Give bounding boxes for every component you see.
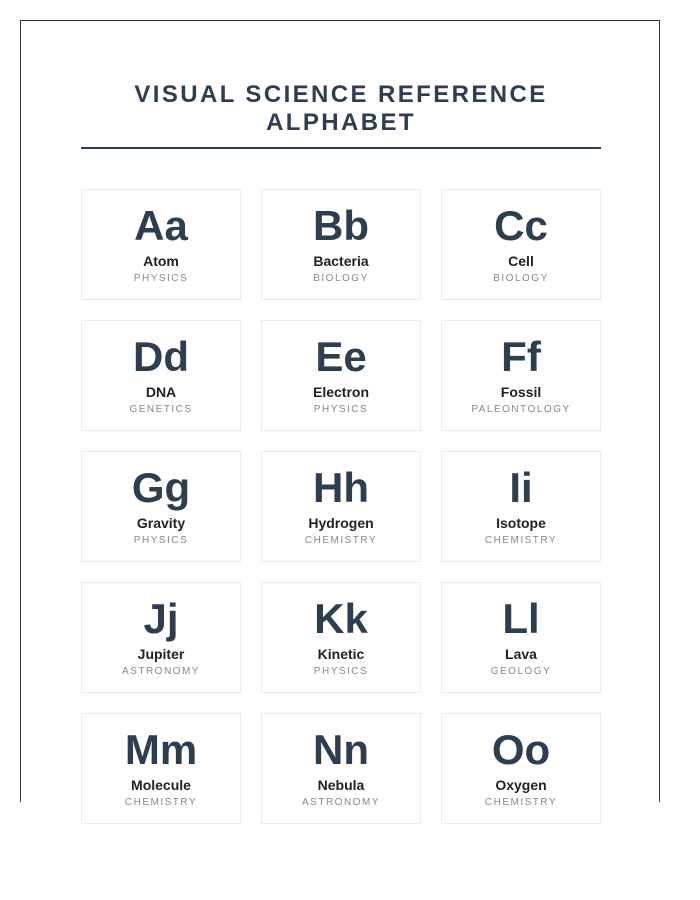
- card-word: Nebula: [317, 777, 365, 793]
- card-category: ASTRONOMY: [122, 666, 200, 677]
- card-category: CHEMISTRY: [484, 535, 558, 546]
- card-letter: Ff: [501, 333, 541, 380]
- card-category: ASTRONOMY: [302, 797, 380, 808]
- card-letter: Ll: [502, 595, 540, 642]
- card-letter: Bb: [313, 202, 369, 249]
- alphabet-card-h: [261, 451, 421, 562]
- card-word: Atom: [143, 253, 179, 269]
- alphabet-card-i: [441, 451, 601, 562]
- card-letter: Cc: [494, 202, 548, 249]
- card-category: GENETICS: [129, 404, 193, 415]
- card-word: Oxygen: [495, 777, 547, 793]
- card-word: Isotope: [496, 515, 546, 531]
- card-letter: Jj: [143, 595, 179, 642]
- card-category: PHYSICS: [133, 535, 189, 546]
- card-letter: Ee: [315, 333, 367, 380]
- alphabet-card-b: [261, 189, 421, 300]
- card-category: CHEMISTRY: [304, 535, 378, 546]
- alphabet-card-o: [441, 713, 601, 824]
- card-word: Jupiter: [137, 646, 185, 662]
- card-word: Lava: [505, 646, 537, 662]
- alphabet-card-m: [81, 713, 241, 824]
- card-category: BIOLOGY: [313, 273, 369, 284]
- card-word: Fossil: [500, 384, 542, 400]
- card-word: Electron: [312, 384, 369, 400]
- page-title: VISUAL SCIENCE REFERENCE ALPHABET: [134, 81, 548, 136]
- card-category: PALEONTOLOGY: [471, 404, 571, 415]
- title-divider: [81, 147, 601, 149]
- reference-page: [20, 20, 660, 808]
- card-letter: Dd: [133, 333, 189, 380]
- card-letter: Aa: [134, 202, 188, 249]
- alphabet-card-j: [81, 582, 241, 693]
- card-word: DNA: [145, 384, 177, 400]
- card-word: Kinetic: [317, 646, 365, 662]
- alphabet-grid: [81, 189, 601, 824]
- alphabet-card-f: [441, 320, 601, 431]
- card-letter: Gg: [131, 464, 191, 511]
- card-category: PHYSICS: [313, 666, 369, 677]
- alphabet-card-e: [261, 320, 421, 431]
- card-letter: Oo: [491, 726, 551, 773]
- card-category: PHYSICS: [313, 404, 369, 415]
- card-letter: Ii: [509, 464, 533, 511]
- alphabet-card-l: [441, 582, 601, 693]
- card-word: Hydrogen: [308, 515, 374, 531]
- card-category: CHEMISTRY: [484, 797, 558, 808]
- alphabet-card-a: [81, 189, 241, 300]
- card-word: Molecule: [131, 777, 191, 793]
- card-category: PHYSICS: [133, 273, 189, 284]
- alphabet-card-c: [441, 189, 601, 300]
- card-category: BIOLOGY: [493, 273, 549, 284]
- card-word: Bacteria: [313, 253, 369, 269]
- card-letter: Mm: [124, 726, 198, 773]
- alphabet-card-n: [261, 713, 421, 824]
- card-letter: Nn: [313, 726, 369, 773]
- alphabet-card-d: [81, 320, 241, 431]
- card-letter: Kk: [314, 595, 368, 642]
- card-word: Cell: [508, 253, 534, 269]
- alphabet-card-g: [81, 451, 241, 562]
- card-category: CHEMISTRY: [124, 797, 198, 808]
- card-category: GEOLOGY: [490, 666, 552, 677]
- card-letter: Hh: [313, 464, 369, 511]
- card-word: Gravity: [136, 515, 186, 531]
- alphabet-card-k: [261, 582, 421, 693]
